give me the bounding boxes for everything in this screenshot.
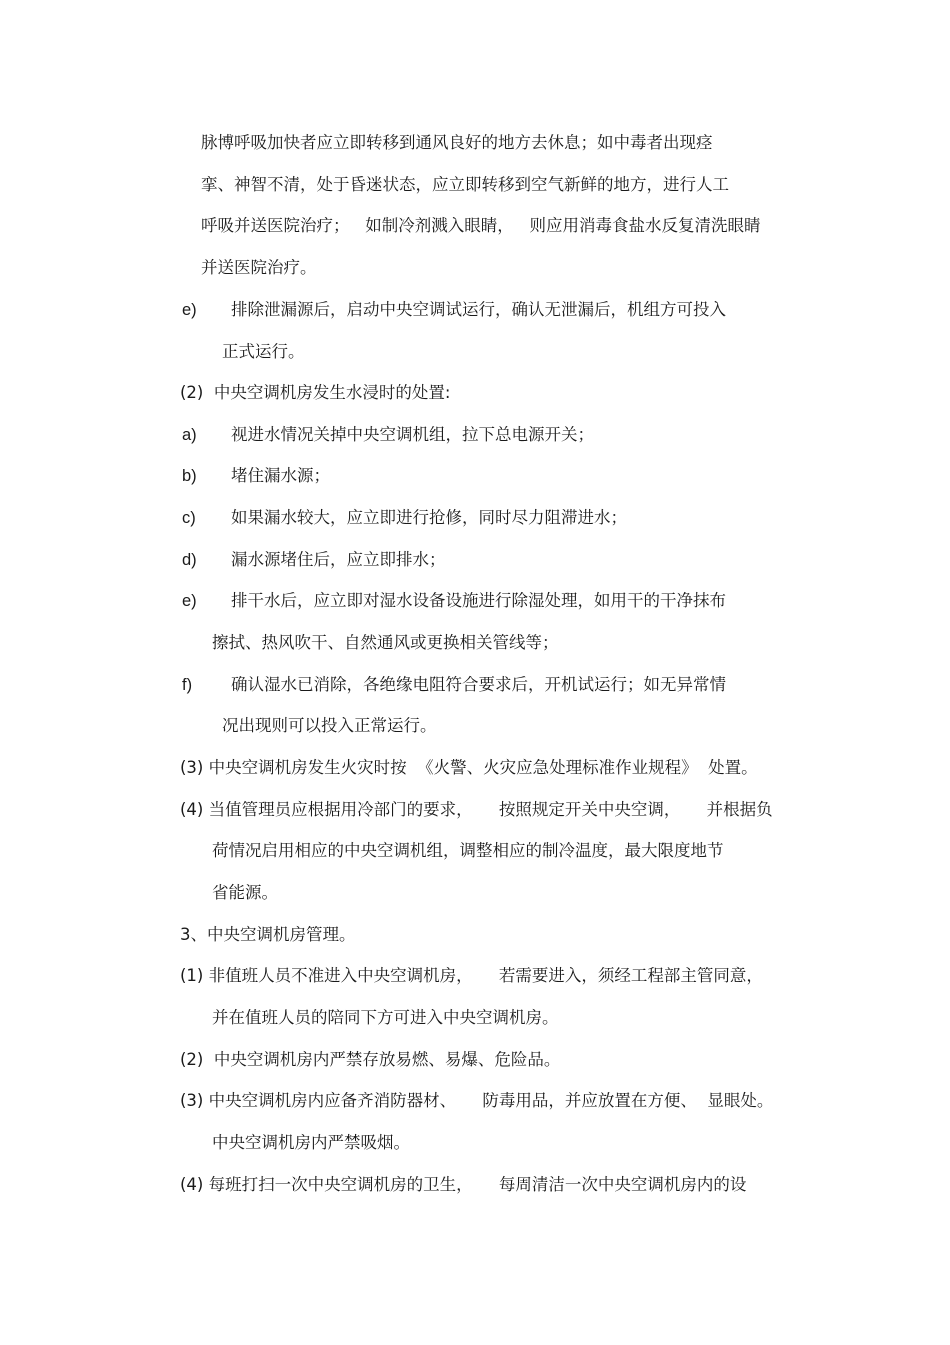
list-marker: f)	[182, 676, 193, 694]
text-line: 荷情况启用相应的中央空调机组，调整相应的制冷温度，最大限度地节	[212, 841, 724, 860]
list-marker: a)	[182, 426, 197, 444]
list-item-text: 确认湿水已消除，各绝缘电阻符合要求后，开机试运行；如无异常情	[231, 675, 726, 694]
section-heading: (1) 非值班人员不准进入中央空调机房， 若需要进入，须经工程部主管同意，	[180, 966, 763, 985]
text-line: 挛、神智不清，处于昏迷状态，应立即转移到空气新鲜的地方，进行人工	[201, 175, 729, 194]
list-item-text: 如果漏水较大，应立即进行抢修，同时尽力阻滞进水；	[231, 508, 627, 527]
text-line: 呼吸并送医院治疗； 如制冷剂溅入眼睛， 则应用消毒食盐水反复清洗眼睛	[201, 216, 761, 235]
section-heading: (4) 每班打扫一次中央空调机房的卫生， 每周清洁一次中央空调机房内的设	[180, 1175, 747, 1194]
list-marker: e)	[182, 301, 197, 319]
text-line: 省能源。	[212, 883, 278, 902]
text-line: 中央空调机房内严禁吸烟。	[212, 1133, 410, 1152]
list-item-text: 漏水源堵住后，应立即排水；	[231, 550, 446, 569]
chapter-heading: 3、中央空调机房管理。	[180, 925, 356, 944]
list-marker: e)	[182, 592, 197, 610]
list-marker: b)	[182, 467, 197, 485]
text-line: 正式运行。	[222, 342, 305, 361]
list-item-text: 视进水情况关掉中央空调机组，拉下总电源开关；	[231, 425, 594, 444]
section-heading: (2) 中央空调机房发生水浸时的处置:	[180, 383, 451, 402]
text-line: 擦拭、热风吹干、自然通风或更换相关管线等；	[212, 633, 559, 652]
list-item-text: 排除泄漏源后，启动中央空调试运行，确认无泄漏后，机组方可投入	[231, 300, 726, 319]
list-marker: c)	[182, 509, 196, 527]
text-line: 脉博呼吸加快者应立即转移到通风良好的地方去休息；如中毒者出现痉	[201, 133, 713, 152]
list-item-text: 堵住漏水源；	[231, 466, 330, 485]
text-line: 并在值班人员的陪同下方可进入中央空调机房。	[212, 1008, 559, 1027]
section-heading: (3) 中央空调机房内应备齐消防器材、 防毒用品，并应放置在方便、 显眼处。	[180, 1091, 774, 1110]
text-line: 况出现则可以投入正常运行。	[222, 716, 437, 735]
text-line: 并送医院治疗。	[201, 258, 317, 277]
section-heading: (2) 中央空调机房内严禁存放易燃、易爆、危险品。	[180, 1050, 561, 1069]
section-heading: (4) 当值管理员应根据用冷部门的要求， 按照规定开关中央空调， 并根据负	[180, 800, 773, 819]
list-marker: d)	[182, 551, 197, 569]
list-item-text: 排干水后，应立即对湿水设备设施进行除湿处理，如用干的干净抹布	[231, 591, 726, 610]
section-heading: (3) 中央空调机房发生火灾时按 《火警、火灾应急处理标准作业规程》 处置。	[180, 758, 758, 777]
